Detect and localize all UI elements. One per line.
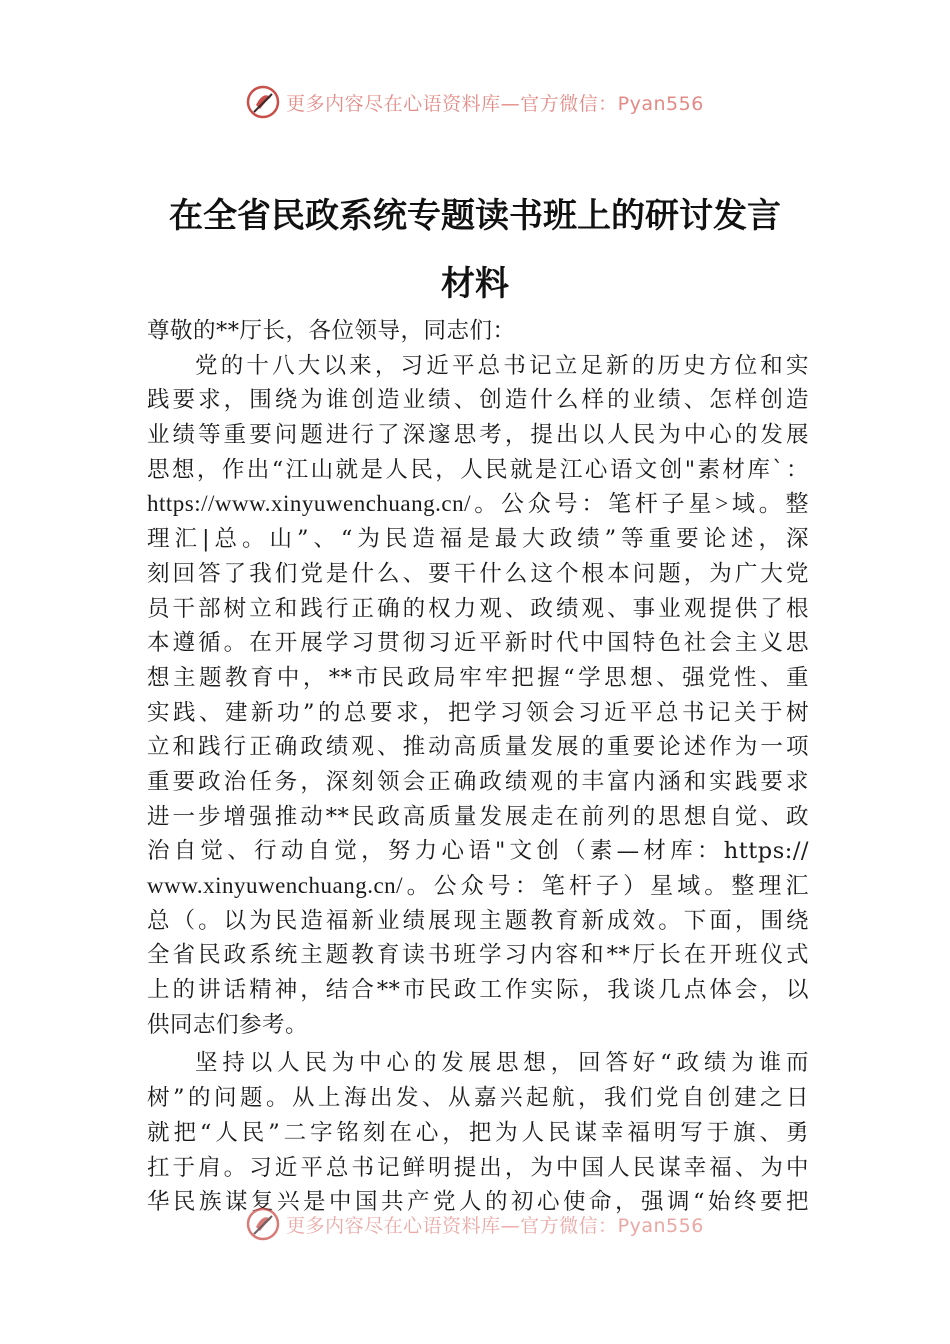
header-banner (0, 82, 950, 122)
paragraph-line: 树”的问题。从上海出发、从嘉兴起航，我们党自创建之日 (147, 1085, 809, 1112)
paragraph-line: 坚持以人民为中心的发展思想，回答好“政绩为谁而 (195, 1050, 809, 1077)
salutation: 尊敬的**厅长，各位领导，同志们： (147, 318, 516, 344)
paragraph-line: 进一步增强推动**民政高质量发展走在前列的思想自觉、政 (147, 803, 809, 830)
paragraph-line: https://www.xinyuwenchuang.cn/。公众号：笔杆子星>域。整 (147, 491, 809, 517)
paragraph-line: 华民族谋复兴是中国共产党人的初心使命，强调“始终要把 (147, 1189, 809, 1216)
paragraph-line: 员干部树立和践行正确的权力观、政绩观、事业观提供了根 (147, 595, 809, 622)
header-banner-text: 更多内容尽在心语资料库—官方微信：Pyan556 (286, 92, 704, 115)
paragraph-line: 上的讲话精神，结合**市民政工作实际，我谈几点体会，以 (147, 977, 809, 1004)
stamp-logo-icon (246, 85, 280, 119)
paragraph-line: 总（。以为民造福新业绩展现主题教育新成效。下面，围绕 (147, 907, 809, 934)
paragraph-line: 就把“人民”二字铭刻在心，把为人民谋幸福明写于旗、勇 (147, 1119, 809, 1146)
paragraph-line: 理汇|总。山”、“为民造福是最大政绩”等重要论述，深 (147, 526, 809, 553)
paragraph-line: 供同志们参考。 (147, 1011, 309, 1038)
paragraph-line: 思想，作出“江山就是人民，人民就是江心语文创"素材库`： (147, 456, 809, 483)
stamp-logo-icon (246, 1207, 280, 1241)
footer-banner-text: 更多内容尽在心语资料库—官方微信：Pyan556 (286, 1214, 704, 1237)
paragraph-line: 实践、建新功”的总要求，把学习领会习近平总书记关于树 (147, 699, 809, 726)
document-title-line-2: 材料 (441, 264, 509, 304)
paragraph-line: www.xinyuwenchuang.cn/。公众号：笔杆子）星域。整理汇 (147, 873, 809, 898)
paragraph-line: 践要求，围绕为谁创造业绩、创造什么样的业绩、怎样创造 (147, 387, 809, 414)
document-body (147, 314, 809, 1220)
paragraph-line: 业绩等重要问题进行了深邃思考，提出以人民为中心的发展 (147, 422, 809, 449)
paragraph-line: 全省民政系统主题教育读书班学习内容和**厅长在开班仪式 (147, 942, 809, 969)
paragraph-1 (147, 349, 809, 1043)
paragraph-line: 重要政治任务，深刻领会正确政绩观的丰富内涵和实践要求 (147, 768, 809, 795)
paragraph-line: 党的十八大以来，习近平总书记立足新的历史方位和实 (195, 352, 809, 379)
paragraph-line: 立和践行正确政绩观、推动高质量发展的重要论述作为一项 (147, 734, 809, 761)
paragraph-line: 治自觉、行动自觉，努力心语"文创（素—材库：https:// (147, 838, 809, 865)
document-title-line-1: 在全省民政系统专题读书班上的研讨发言 (169, 196, 781, 236)
paragraph-line: 刻回答了我们党是什么、要干什么这个根本问题，为广大党 (147, 560, 809, 587)
paragraph-line: 扛于肩。习近平总书记鲜明提出，为中国人民谋幸福、为中 (147, 1154, 809, 1181)
paragraph-2 (147, 1046, 809, 1219)
paragraph-line: 想主题教育中，**市民政局牢牢把握“学思想、强党性、重 (147, 664, 809, 691)
paragraph-line: 本遵循。在开展学习贯彻习近平新时代中国特色社会主义思 (147, 630, 809, 657)
footer-banner (0, 1204, 950, 1244)
